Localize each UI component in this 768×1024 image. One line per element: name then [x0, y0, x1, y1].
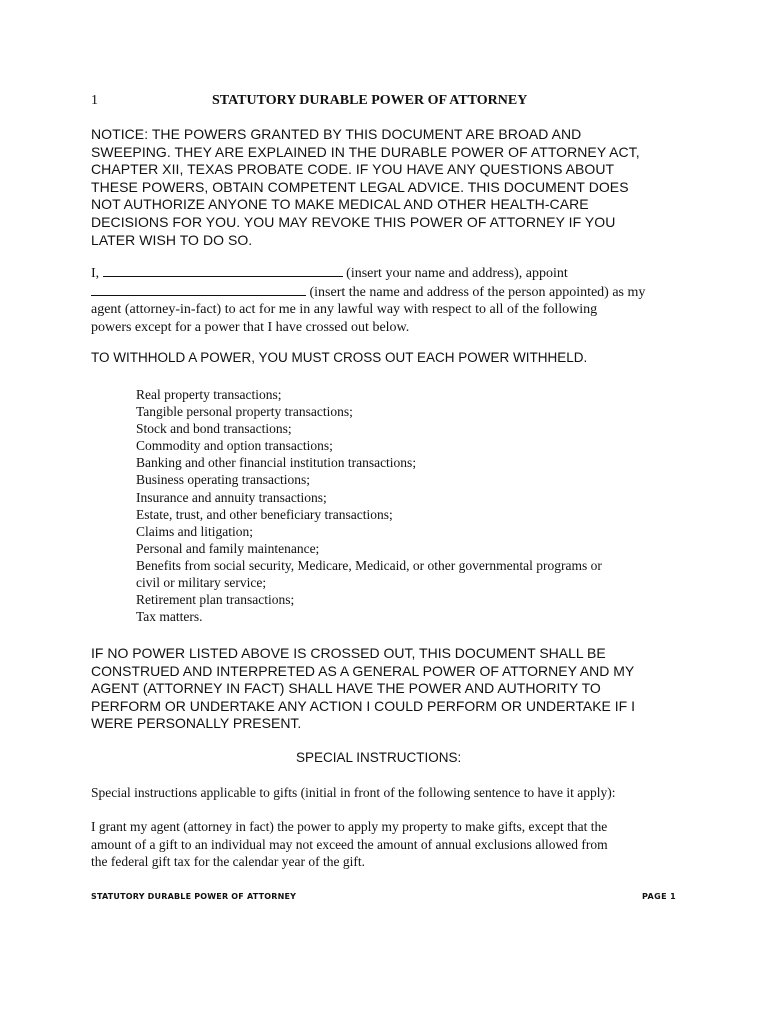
appointment-line-2 — [91, 283, 691, 302]
gifts-grant-line: the federal gift tax for the calendar year of the gift. — [91, 854, 365, 870]
gifts-grant-line: I grant my agent (attorney in fact) the power to apply my property to make gifts, except that the — [91, 819, 608, 834]
notice-line: THESE POWERS, OBTAIN COMPETENT LEGAL ADVICE. THIS DOCUMENT DOES — [91, 178, 629, 195]
withhold-instruction: TO WITHHOLD A POWER, YOU MUST CROSS OUT EACH POWER WITHHELD. — [91, 350, 588, 365]
power-item: Tangible personal property transactions; — [136, 404, 353, 420]
notice-line: NOT AUTHORIZE ANYONE TO MAKE MEDICAL AND OTHER HEALTH-CARE — [91, 196, 589, 213]
principal-name-blank[interactable] — [103, 264, 343, 277]
appointment-paragraph — [91, 264, 691, 336]
power-item: Insurance and annuity transactions; — [136, 489, 327, 505]
power-item: Commodity and option transactions; — [136, 438, 333, 454]
footer-title: STATUTORY DURABLE POWER OF ATTORNEY — [91, 892, 297, 901]
appointment-text-2: (insert the name and address of the person appointed) as my — [306, 284, 646, 300]
document-title: STATUTORY DURABLE POWER OF ATTORNEY — [212, 93, 528, 108]
page-number: 1 — [91, 93, 98, 108]
power-item: Personal and family maintenance; — [136, 540, 320, 556]
gifts-grant-line: amount of a gift to an individual may not exceed the amount of annual exclusions allowed from — [91, 836, 608, 852]
powers-list — [136, 386, 676, 625]
appointment-text-1: (insert your name and address), appoint — [342, 266, 568, 281]
general-line: PERFORM OR UNDERTAKE ANY ACTION I COULD PERFORM OR UNDERTAKE IF I — [91, 697, 635, 714]
power-item: civil or military service; — [136, 575, 267, 591]
appointment-line-3: agent (attorney-in-fact) to act for me in any lawful way with respect to all of the following — [91, 302, 598, 318]
appointment-line-4: powers except for a power that I have crossed out below. — [91, 319, 410, 335]
power-item: Real property transactions; — [136, 387, 282, 402]
power-item: Estate, trust, and other beneficiary transactions; — [136, 506, 393, 522]
notice-line: NOTICE: THE POWERS GRANTED BY THIS DOCUMENT ARE BROAD AND — [91, 126, 582, 142]
general-line: CONSTRUED AND INTERPRETED AS A GENERAL POWER OF ATTORNEY AND MY — [91, 662, 635, 679]
appointment-line-1 — [91, 264, 691, 283]
special-instructions-heading: SPECIAL INSTRUCTIONS: — [296, 750, 462, 765]
power-item: Benefits from social security, Medicare, Medicaid, or other governmental programs or — [136, 557, 602, 573]
notice-line: SWEEPING. THEY ARE EXPLAINED IN THE DURABLE POWER OF ATTORNEY ACT, — [91, 143, 640, 160]
gifts-intro: Special instructions applicable to gifts (initial in front of the following sentence to have it apply): — [91, 785, 616, 800]
general-line: WERE PERSONALLY PRESENT. — [91, 715, 302, 732]
footer-page-number: PAGE 1 — [642, 892, 677, 901]
notice-line: LATER WISH TO DO SO. — [91, 231, 253, 248]
gifts-grant-paragraph — [91, 818, 691, 871]
power-item: Claims and litigation; — [136, 523, 253, 539]
general-power-paragraph — [91, 645, 681, 733]
power-item: Retirement plan transactions; — [136, 592, 295, 608]
power-item: Business operating transactions; — [136, 472, 310, 488]
general-line: IF NO POWER LISTED ABOVE IS CROSSED OUT, THIS DOCUMENT SHALL BE — [91, 645, 606, 661]
notice-paragraph — [91, 126, 681, 249]
notice-line: CHAPTER XII, TEXAS PROBATE CODE. IF YOU HAVE ANY QUESTIONS ABOUT — [91, 161, 615, 178]
notice-line: DECISIONS FOR YOU. YOU MAY REVOKE THIS POWER OF ATTORNEY IF YOU — [91, 213, 616, 230]
agent-name-blank[interactable] — [91, 283, 306, 296]
general-line: AGENT (ATTORNEY IN FACT) SHALL HAVE THE POWER AND AUTHORITY TO — [91, 680, 601, 697]
power-item: Tax matters. — [136, 609, 203, 625]
appointment-prefix: I, — [91, 266, 103, 281]
power-item: Stock and bond transactions; — [136, 421, 292, 437]
power-item: Banking and other financial institution transactions; — [136, 455, 417, 471]
